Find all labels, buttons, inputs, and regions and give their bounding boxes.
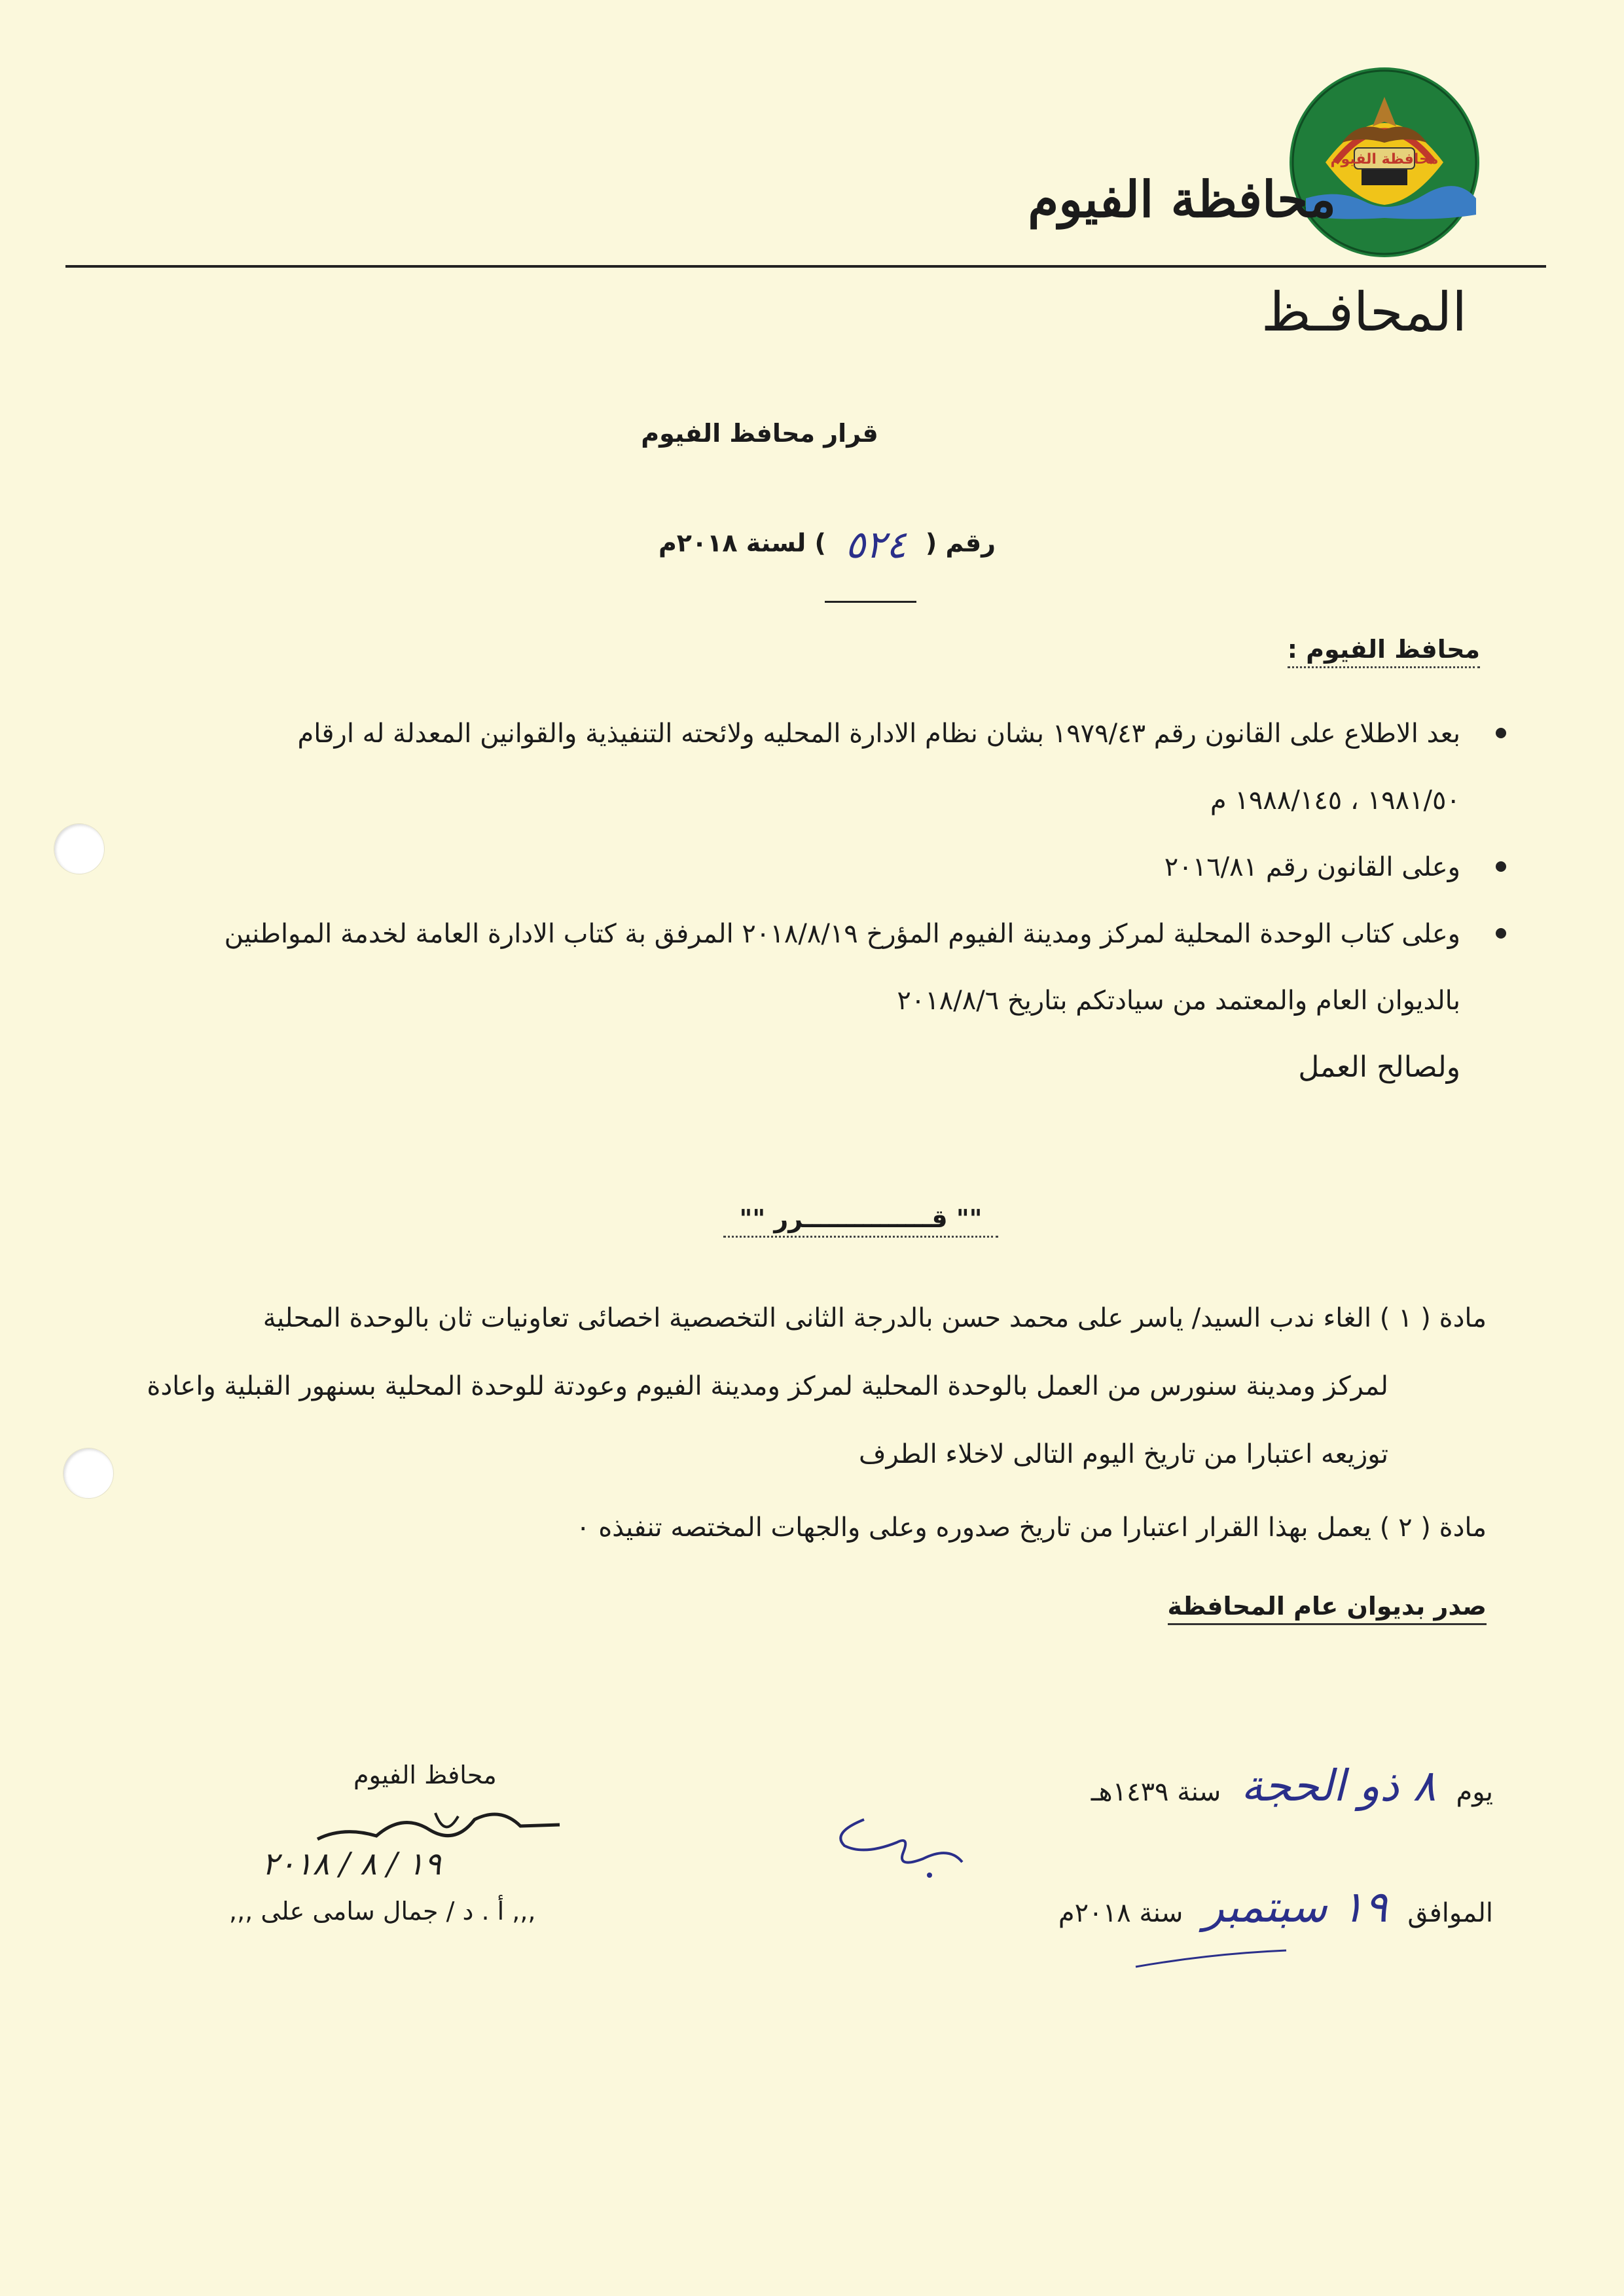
- gregorian-label: الموافق: [1407, 1898, 1493, 1928]
- issued-at-line: صدر بديوان عام المحافظة: [1168, 1592, 1487, 1625]
- number-suffix: ) لسنة ٢٠١٨م: [658, 528, 826, 558]
- article-1-continuation: لمركز ومدينة سنورس من العمل بالوحدة المحلية لمركز ومدينة الفيوم وعودتة للوحدة المحلية بسنهور القبلية واعادة توزيعه اعتبارا من تاريخ اليوم التالى لاخلاء الطرف: [147, 1371, 1388, 1469]
- office-title: المحافـظ: [1261, 281, 1467, 344]
- seal-text: محافظة الفيوم: [1330, 151, 1439, 168]
- punch-hole: [54, 823, 105, 874]
- article-2: [132, 1494, 1487, 1562]
- day-label: يوم: [1456, 1777, 1493, 1807]
- punch-hole: [63, 1448, 114, 1499]
- header-divider: [65, 265, 1546, 268]
- hijri-date-line: [1091, 1761, 1493, 1811]
- decision-number-handwritten: ٥٢٤: [845, 522, 907, 567]
- handwritten-initials: [825, 1806, 982, 1885]
- decides-heading: "" قـــــــــــــــرر "": [723, 1204, 998, 1238]
- article-2-text: مادة ( ٢ ) يعمل بهذا القرار اعتبارا من تاريخ صدوره وعلى والجهات المختصه تنفيذه ٠: [576, 1513, 1487, 1543]
- preamble-item: وعلى القانون رقم ٢٠١٦/٨١: [197, 834, 1506, 901]
- gregorian-date-line: [1058, 1882, 1493, 1932]
- preamble-closing: ولصالح العمل: [1298, 1050, 1460, 1084]
- governorate-title: محافظة الفيوم: [1028, 170, 1336, 228]
- gregorian-handwritten-date: ١٩ سبتمبر: [1203, 1882, 1388, 1932]
- number-prefix: رقم (: [925, 528, 996, 558]
- article-1: [132, 1284, 1487, 1488]
- signature-name: ,,, أ . د / جمال سامى على ,,,: [229, 1897, 536, 1926]
- number-underline: [825, 601, 916, 603]
- preamble-item: بعد الاطلاع على القانون رقم ١٩٧٩/٤٣ بشان نظام الادارة المحليه ولائحته التنفيذية والقوانين المعدلة له ارقام ١٩٨١/٥٠ ، ١٩٨٨/١٤٥ م: [197, 700, 1506, 834]
- preamble-item: وعلى كتاب الوحدة المحلية لمركز ومدينة الفيوم المؤرخ ٢٠١٨/٨/١٩ المرفق بة كتاب الادارة العامة لخدمة المواطنين بالديوان العام والمعتمد من سيادتكم بتاريخ ٢٠١٨/٨/٦: [197, 901, 1506, 1034]
- decision-number-line: [659, 522, 996, 567]
- preamble-list: [197, 700, 1506, 1101]
- handwritten-underline: [1132, 1947, 1290, 1973]
- signature-handwritten-date: ١٩ / ٨ / ٢٠١٨: [262, 1846, 441, 1882]
- governorate-seal-logo: [1286, 64, 1483, 260]
- decision-title: قرار محافظ الفيوم: [641, 419, 878, 448]
- gregorian-year: سنة ٢٠١٨م: [1058, 1898, 1183, 1928]
- preamble-label: محافظ الفيوم :: [1288, 635, 1480, 668]
- signature-title: محافظ الفيوم: [353, 1761, 497, 1789]
- hijri-year: سنة ١٤٣٩هـ: [1091, 1777, 1221, 1807]
- article-1-first-line: مادة ( ١ ) الغاء ندب السيد/ ياسر على محمد حسن بالدرجة الثانى التخصصية اخصائى تعاونيات ثان بالوحدة المحلية: [262, 1303, 1487, 1333]
- hijri-handwritten-date: ٨ ذو الحجة: [1241, 1761, 1436, 1811]
